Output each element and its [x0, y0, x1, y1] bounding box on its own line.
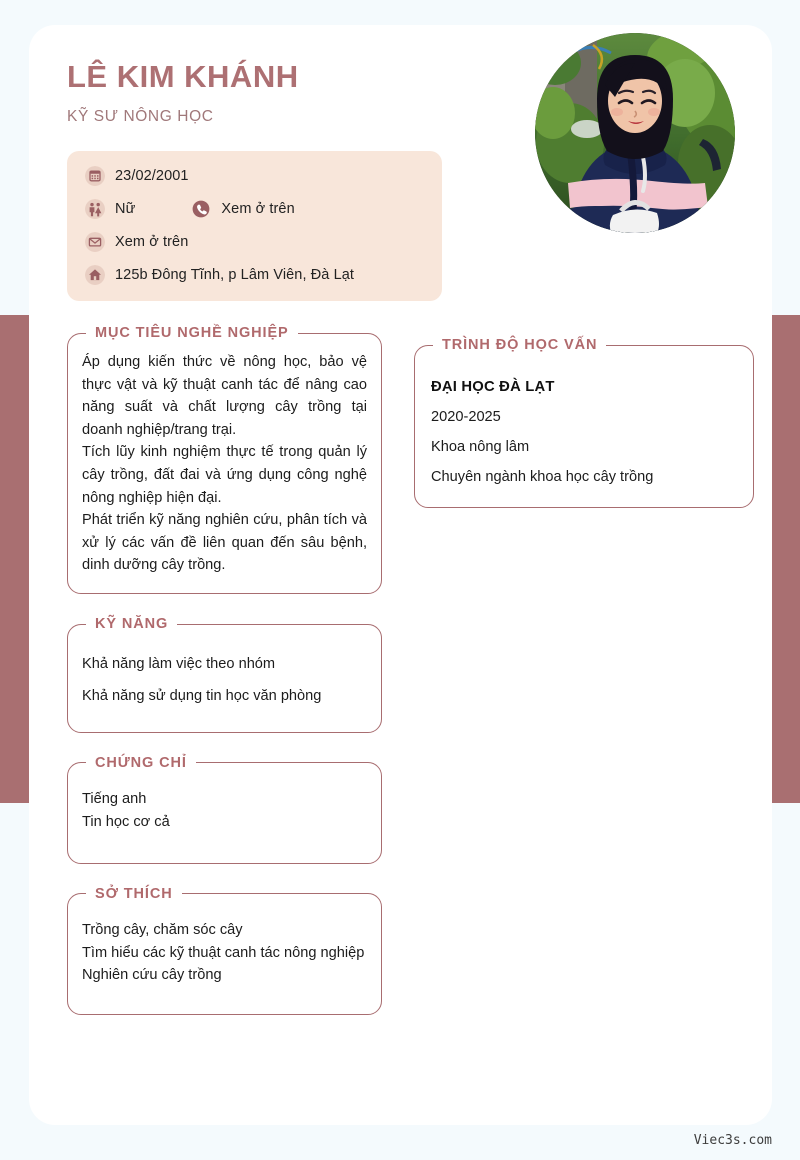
contact-address	[85, 265, 354, 285]
candidate-name: LÊ KIM KHÁNH	[67, 59, 299, 94]
decorative-sidebar-right	[770, 315, 800, 803]
section-skills-body	[68, 632, 381, 732]
section-objective-body	[68, 341, 381, 593]
contact-phone	[191, 199, 294, 219]
candidate-job-title: KỸ SƯ NÔNG HỌC	[67, 108, 214, 126]
contact-row-birthdate	[85, 165, 424, 187]
education-major: Chuyên ngành khoa học cây trồng	[431, 469, 654, 485]
cv-header	[29, 25, 772, 325]
contact-gender-value: Nữ	[115, 201, 136, 218]
objective-paragraph: Áp dụng kiến thức về nông học, bảo vệ thực vật và kỹ thuật canh tác để nâng cao năng suất và chất lượng cây trồng tại doanh nghiệp/trang trại.	[82, 354, 367, 438]
section-hobbies-body	[68, 902, 381, 1015]
education-faculty: Khoa nông lâm	[431, 439, 530, 455]
list-item: Khả năng sử dụng tin học văn phòng	[82, 687, 322, 704]
section-hobbies	[67, 886, 382, 1016]
contact-row-address	[85, 264, 424, 286]
decorative-sidebar-left	[0, 315, 30, 803]
section-objective-title: MỤC TIÊU NGHỀ NGHIỆP	[95, 325, 289, 341]
avatar	[535, 33, 735, 233]
section-skills	[67, 616, 382, 733]
right-column	[414, 337, 754, 530]
education-period: 2020-2025	[431, 409, 501, 425]
contact-email	[85, 232, 188, 252]
section-education	[414, 337, 754, 508]
contact-row-gender-phone	[85, 198, 424, 220]
contact-phone-value: Xem ở trên	[221, 201, 295, 218]
contact-info-box	[67, 151, 442, 301]
phone-icon	[191, 199, 211, 219]
objective-paragraph: Phát triển kỹ năng nghiên cứu, phân tích và xử lý các vấn đề liên quan đến sâu bệnh, dinh dưỡng cây trồng.	[82, 512, 367, 574]
list-item: Trồng cây, chăm sóc cây	[82, 921, 243, 938]
envelope-icon	[85, 232, 105, 252]
contact-gender	[85, 199, 135, 219]
list-item: Nghiên cứu cây trồng	[82, 967, 222, 984]
list-item: Tiếng anh	[82, 790, 147, 807]
section-objective	[67, 325, 382, 594]
gender-icon	[85, 199, 105, 219]
section-certificates-body	[68, 771, 381, 863]
contact-row-email	[85, 231, 424, 253]
contact-birthdate-value: 23/02/2001	[115, 168, 189, 185]
contact-email-value: Xem ở trên	[115, 234, 189, 251]
section-certificates-title: CHỨNG CHỈ	[95, 754, 187, 771]
section-skills-title: KỸ NĂNG	[95, 616, 169, 633]
objective-paragraph: Tích lũy kinh nghiệm thực tế trong quản lý cây trồng, đất đai và ứng dụng công nghệ nông nghiệp hiện đại.	[82, 444, 367, 506]
section-certificates	[67, 755, 382, 864]
education-organization: ĐẠI HỌC ĐÀ LẠT	[431, 379, 555, 395]
watermark: Viec3s.com	[693, 1133, 772, 1148]
calendar-icon	[85, 166, 105, 186]
home-icon	[85, 265, 105, 285]
cv-card	[29, 25, 772, 1125]
left-column	[67, 325, 382, 1037]
contact-address-value: 125b Đông Tĩnh, p Lâm Viên, Đà Lạt	[115, 267, 355, 284]
profile-photo	[535, 33, 735, 233]
list-item: Khả năng làm việc theo nhóm	[82, 656, 276, 673]
section-education-title: TRÌNH ĐỘ HỌC VẤN	[442, 337, 598, 353]
section-education-body	[415, 353, 753, 507]
list-item: Tin học cơ cả	[82, 813, 170, 830]
contact-birthdate	[85, 166, 189, 186]
list-item: Tìm hiểu các kỹ thuật canh tác nông nghiệp	[82, 944, 365, 961]
section-hobbies-title: SỞ THÍCH	[95, 885, 173, 902]
